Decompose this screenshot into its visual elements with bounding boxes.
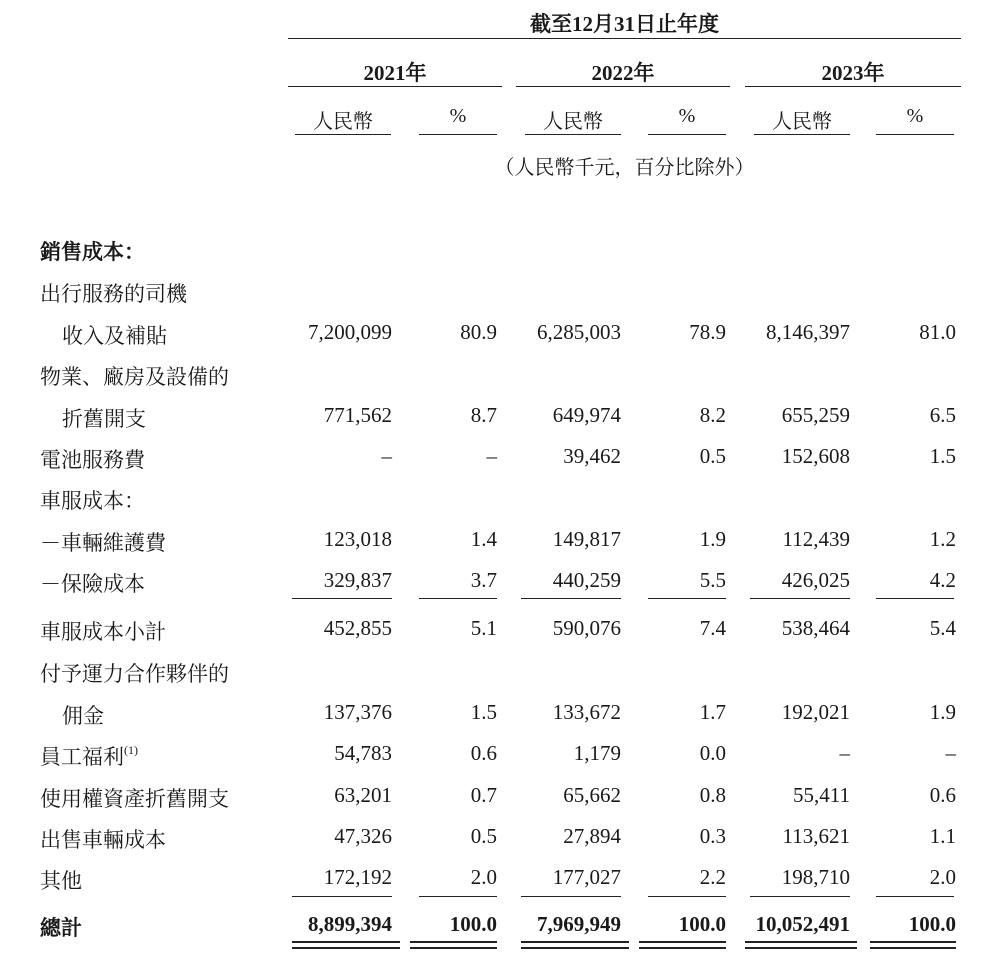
value-2023-rmb: 113,621 (782, 824, 850, 848)
value-2022-rmb: 649,974 (552, 403, 621, 427)
percent-underline-2021 (419, 134, 497, 135)
value-2023-rmb: 55,411 (793, 783, 850, 807)
row-label: 車服成本小計 (40, 620, 166, 644)
subtotal-underline-2021-pct (419, 598, 497, 599)
total-underline-2023-rmb (750, 896, 850, 897)
total-double-underline-2022-pct (639, 941, 726, 949)
value-2022-rmb: 133,672 (552, 700, 621, 724)
value-2022-rmb: 440,259 (552, 568, 621, 592)
total-2021-pct: 100.0 (449, 912, 497, 936)
value-2021-rmb: 63,201 (334, 783, 392, 807)
value-2021-rmb: 172,192 (323, 865, 392, 889)
value-2021-pct: 5.1 (470, 616, 497, 640)
total-2022-rmb: 7,969,949 (537, 912, 621, 936)
value-2021-pct: 0.5 (470, 824, 497, 848)
percent-underline-2023 (876, 134, 954, 135)
value-2023-pct: 6.5 (929, 403, 956, 427)
subtotal-underline-2023-pct (876, 598, 954, 599)
value-2022-rmb: 149,817 (552, 527, 621, 551)
value-2023-pct: 0.6 (929, 783, 956, 807)
value-2023-pct: 81.0 (919, 320, 956, 344)
total-underline-2021-pct (419, 896, 497, 897)
total-underline-2023-pct (876, 896, 954, 897)
row-label: 出行服務的司機 (40, 282, 187, 306)
row-label: 車服成本： (40, 489, 145, 513)
value-2022-pct: 0.0 (699, 741, 726, 765)
value-2022-pct: 78.9 (689, 320, 726, 344)
year-2023-header: 2023年 (821, 61, 885, 85)
value-2021-rmb: – (381, 444, 392, 468)
year-2021-header: 2021年 (363, 61, 427, 85)
year-2021-underline (288, 86, 502, 87)
row-label: 電池服務費 (40, 448, 145, 472)
row-label: 佣金 (62, 704, 104, 728)
value-2023-rmb: 8,146,397 (766, 320, 850, 344)
period-underline (288, 38, 961, 39)
row-label-text: 員工福利 (40, 745, 124, 769)
year-2023-underline (745, 86, 961, 87)
value-2021-rmb: 47,326 (334, 824, 392, 848)
subtotal-underline-2022-rmb (521, 598, 621, 599)
value-2022-pct: 0.8 (699, 783, 726, 807)
row-label: 使用權資產折舊開支 (40, 787, 229, 811)
row-label: 付予運力合作夥伴的 (40, 662, 229, 686)
currency-header-2021: 人民幣 (313, 111, 373, 133)
percent-header-2023: % (906, 105, 924, 127)
total-label: 總計 (40, 916, 82, 940)
row-label: 物業、廠房及設備的 (40, 365, 229, 389)
value-2021-rmb: 329,837 (323, 568, 392, 592)
value-2023-rmb: 426,025 (781, 568, 850, 592)
subtotal-underline-2023-rmb (750, 598, 850, 599)
value-2023-pct: 2.0 (929, 865, 956, 889)
value-2022-rmb: 39,462 (563, 444, 621, 468)
total-double-underline-2021-rmb (292, 941, 400, 949)
value-2023-pct: 4.2 (929, 568, 956, 592)
value-2022-rmb: 27,894 (563, 824, 621, 848)
value-2023-pct: 5.4 (929, 616, 956, 640)
year-2022-underline (516, 86, 730, 87)
total-double-underline-2023-pct (870, 941, 956, 949)
percent-underline-2022 (648, 134, 726, 135)
year-2022-header: 2022年 (591, 61, 655, 85)
currency-underline-2022 (525, 134, 621, 135)
value-2022-rmb: 65,662 (563, 783, 621, 807)
value-2021-rmb: 452,855 (323, 616, 392, 640)
row-label: 出售車輛成本 (40, 828, 166, 852)
section-title: 銷售成本： (40, 240, 145, 264)
value-2023-rmb: 112,439 (782, 527, 850, 551)
row-label: －車輛維護費 (40, 531, 166, 555)
percent-header-2022: % (678, 105, 696, 127)
value-2022-pct: 5.5 (699, 568, 726, 592)
unit-note: （人民幣千元，百分比除外） (494, 157, 755, 179)
total-double-underline-2022-rmb (521, 941, 629, 949)
currency-underline-2023 (754, 134, 850, 135)
value-2021-pct: 8.7 (470, 403, 497, 427)
total-underline-2022-pct (648, 896, 726, 897)
value-2023-rmb: 192,021 (781, 700, 850, 724)
value-2022-pct: 1.9 (699, 527, 726, 551)
value-2022-rmb: 6,285,003 (537, 320, 621, 344)
total-2022-pct: 100.0 (678, 912, 726, 936)
total-underline-2021-rmb (292, 896, 392, 897)
value-2023-rmb: 655,259 (781, 403, 850, 427)
value-2023-pct: – (945, 741, 956, 765)
total-2023-rmb: 10,052,491 (755, 912, 850, 936)
percent-header-2021: % (449, 105, 467, 127)
value-2023-pct: 1.9 (929, 700, 956, 724)
row-label: 其他 (40, 869, 82, 893)
value-2023-pct: 1.2 (929, 527, 956, 551)
value-2022-rmb: 177,027 (552, 865, 621, 889)
total-double-underline-2023-rmb (745, 941, 857, 949)
footnote-marker: (1) (124, 743, 138, 757)
total-double-underline-2021-pct (410, 941, 497, 949)
row-label: －保險成本 (40, 572, 145, 596)
value-2021-pct: 3.7 (470, 568, 497, 592)
currency-header-2022: 人民幣 (543, 111, 603, 133)
row-label: 折舊開支 (62, 407, 146, 431)
total-underline-2022-rmb (521, 896, 621, 897)
value-2023-rmb: 152,608 (781, 444, 850, 468)
value-2021-rmb: 123,018 (323, 527, 392, 551)
value-2023-rmb: 538,464 (781, 616, 850, 640)
value-2023-pct: 1.5 (929, 444, 956, 468)
value-2021-pct: – (486, 444, 497, 468)
value-2021-rmb: 7,200,099 (308, 320, 392, 344)
value-2021-pct: 80.9 (460, 320, 497, 344)
subtotal-underline-2021-rmb (292, 598, 392, 599)
total-2021-rmb: 8,899,394 (308, 912, 392, 936)
value-2021-rmb: 137,376 (323, 700, 392, 724)
value-2023-pct: 1.1 (929, 824, 956, 848)
value-2022-pct: 2.2 (699, 865, 726, 889)
value-2021-rmb: 54,783 (334, 741, 392, 765)
total-2023-pct: 100.0 (908, 912, 956, 936)
value-2022-pct: 1.7 (699, 700, 726, 724)
value-2021-pct: 1.4 (470, 527, 497, 551)
row-label: 收入及補貼 (62, 324, 167, 348)
period-header: 截至12月31日止年度 (530, 12, 719, 36)
value-2023-rmb: 198,710 (781, 865, 850, 889)
value-2021-pct: 1.5 (470, 700, 497, 724)
value-2021-pct: 2.0 (470, 865, 497, 889)
subtotal-underline-2022-pct (648, 598, 726, 599)
value-2022-rmb: 1,179 (573, 741, 621, 765)
value-2021-pct: 0.6 (470, 741, 497, 765)
value-2022-pct: 7.4 (699, 616, 726, 640)
currency-underline-2021 (295, 134, 391, 135)
value-2023-rmb: – (839, 741, 850, 765)
value-2021-pct: 0.7 (470, 783, 497, 807)
currency-header-2023: 人民幣 (772, 111, 832, 133)
row-label (40, 741, 138, 771)
value-2022-pct: 0.5 (699, 444, 726, 468)
value-2022-pct: 8.2 (699, 403, 726, 427)
value-2022-pct: 0.3 (699, 824, 726, 848)
value-2022-rmb: 590,076 (552, 616, 621, 640)
value-2021-rmb: 771,562 (323, 403, 392, 427)
